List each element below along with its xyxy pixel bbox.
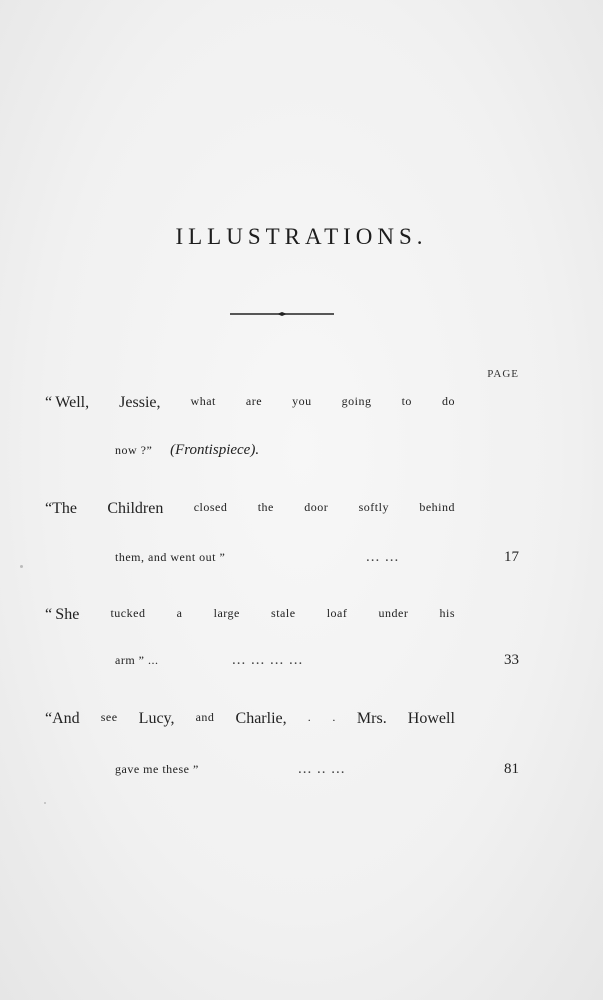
entry-word: and	[195, 710, 215, 724]
entry-word: closed	[193, 500, 228, 514]
entry-text: gave me these ”	[115, 762, 199, 776]
entry-word: .	[307, 710, 312, 724]
entry-word: loaf	[326, 606, 348, 620]
entry-word: softly	[358, 500, 389, 514]
entry-note: (Frontispiece).	[170, 442, 260, 458]
entry-2-page-number: 17	[504, 549, 519, 565]
entry-2-leader-dots: ... ...	[366, 549, 400, 565]
entry-word: Mrs.	[356, 710, 387, 727]
entry-4-line-1	[45, 710, 455, 728]
ornament-rule	[230, 312, 334, 316]
entry-word: “ She	[45, 606, 80, 623]
paper-speck	[44, 802, 46, 804]
page-column-label: PAGE	[487, 368, 519, 380]
entry-2-line-2	[115, 549, 520, 566]
entry-text: now ?”	[115, 443, 153, 457]
entry-word: are	[245, 394, 263, 408]
entry-word: large	[213, 606, 240, 620]
entry-word: to	[401, 394, 412, 408]
entry-word: going	[341, 394, 372, 408]
entry-word: tucked	[110, 606, 146, 620]
entry-4-page-number: 81	[504, 761, 519, 777]
entry-word: Children	[107, 500, 164, 517]
entry-word: door	[304, 500, 329, 514]
entry-text: arm ” ...	[115, 653, 159, 667]
entry-1-line-1	[45, 394, 455, 412]
entry-word: Charlie,	[235, 710, 287, 727]
entry-word: do	[441, 394, 455, 408]
entry-word: Lucy,	[138, 710, 175, 727]
entry-2-line-1	[45, 500, 455, 518]
entry-word: “The	[45, 500, 77, 517]
entry-word: under	[378, 606, 409, 620]
entry-word: a	[176, 606, 183, 620]
entry-word: .	[332, 710, 336, 724]
entry-word: stale	[271, 606, 296, 620]
entry-word: Jessie,	[119, 394, 161, 411]
entry-text: them, and went out ”	[115, 550, 226, 564]
entry-1-line-2	[115, 442, 520, 459]
entry-word: see	[100, 710, 118, 724]
entry-3-line-2	[115, 652, 520, 669]
entry-word: “And	[45, 710, 80, 727]
entry-word: what	[190, 394, 216, 408]
entry-word: “ Well,	[45, 394, 90, 411]
entry-3-line-1	[45, 606, 455, 624]
entry-word: behind	[419, 500, 455, 514]
page-title: ILLUSTRATIONS.	[175, 224, 428, 249]
paper-speck	[20, 565, 23, 568]
entry-word: the	[257, 500, 274, 514]
entry-word: his	[439, 606, 455, 620]
entry-word: Howell	[407, 710, 455, 727]
entry-4-leader-dots: ... .. ...	[298, 761, 346, 777]
entry-3-leader-dots: ... ... ... ...	[232, 652, 304, 668]
entry-3-page-number: 33	[504, 652, 519, 668]
entry-word: you	[292, 394, 312, 408]
